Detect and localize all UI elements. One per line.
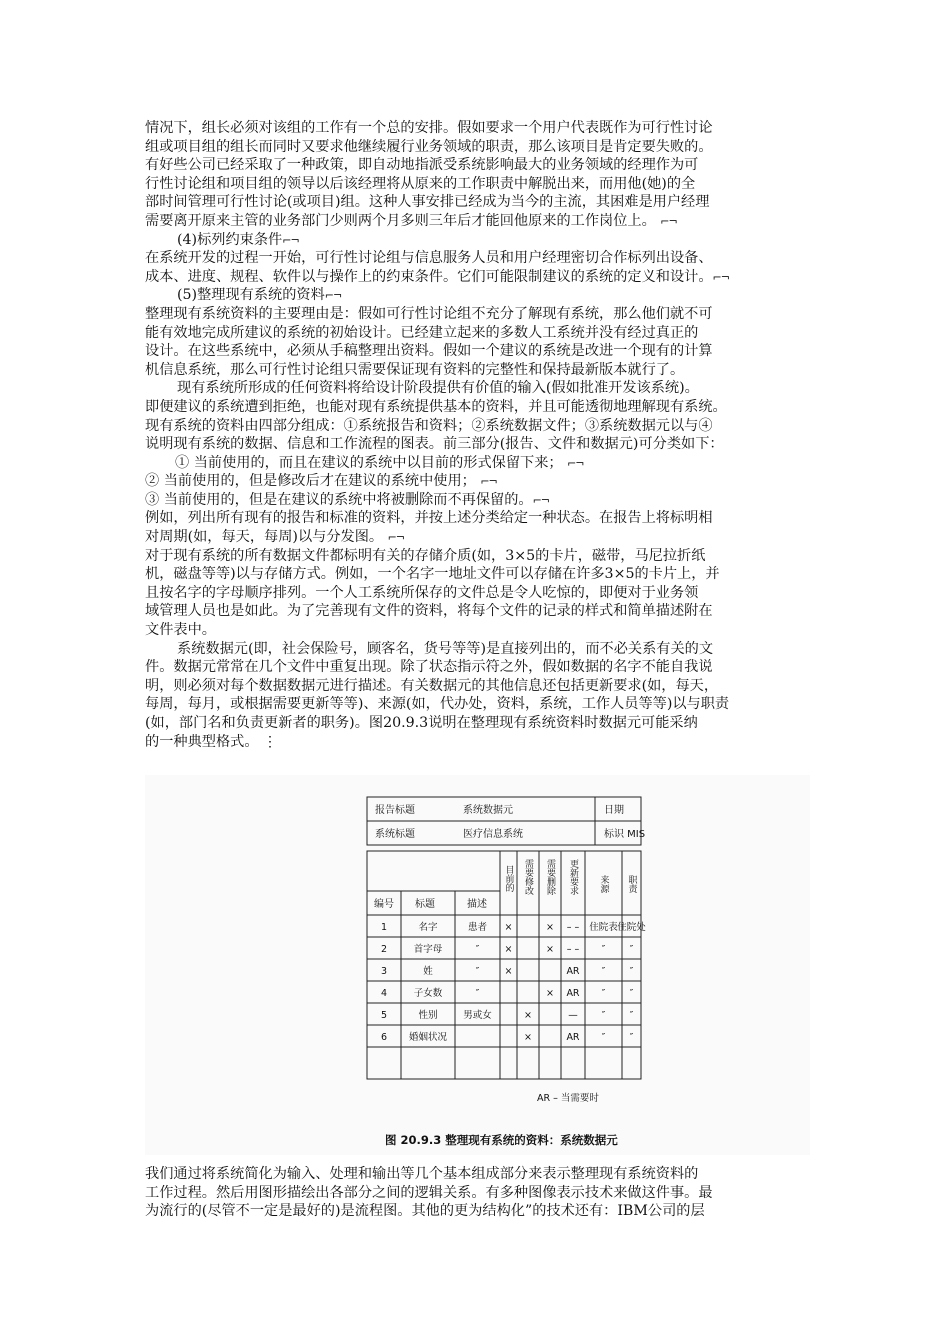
body-text-bottom: [145, 1165, 810, 1221]
text-line: (如，部门名和负责更新者的职务)。图20.9.3说明在整理现有系统资料时数据元可能采纳: [145, 715, 698, 731]
list-item: ② 当前使用的，但是修改后才在建议的系统中使用； ⌐¬: [145, 473, 497, 490]
text-line: 说明现有系统的数据、信息和工作流程的图表。前三部分(报告、文件和数据元)可分类如下：: [145, 436, 724, 453]
table-cell: ×: [504, 922, 513, 933]
table-cell: – –: [566, 922, 580, 933]
table-cell: ″: [629, 988, 634, 999]
table-cell: ×: [504, 966, 513, 977]
table-cell: 婚姻状况: [408, 1032, 448, 1043]
table-cell: 住院处: [617, 922, 646, 933]
table-cell: ″: [601, 988, 606, 999]
table-cell: 男或女: [463, 1010, 492, 1021]
column-header-delete: 需要删除: [545, 859, 555, 895]
text-line: 情况下，组长必须对该组的工作有一个总的安排。假如要求一个用户代表既作为可行性讨论: [145, 120, 713, 136]
table-cell: 4: [380, 988, 388, 999]
date-label: 日期: [604, 805, 624, 816]
table-cell: 住院表: [589, 922, 618, 933]
text-line: 即便建议的系统遭到拒绝，也能对现有系统提供基本的资料，并且可能透彻地理解现有系统。: [145, 398, 727, 415]
column-header-responsibility: 职责: [626, 875, 637, 893]
text-line: 例如，列出所有现有的报告和标准的资料，并按上述分类给定一种状态。在报告上将标明相: [145, 510, 713, 527]
text-line: 系统数据元(即，社会保险号，顾客名，货号等等)是直接列出的，而不必关系有关的文: [177, 640, 714, 657]
data-element-form-diagram: [145, 775, 810, 1155]
text-line: 我们通过将系统简化为输入、处理和输出等几个基本组成部分来表示整理现有系统资料的: [145, 1166, 699, 1182]
table-cell: 患者: [467, 922, 488, 933]
table-cell: ″: [475, 988, 480, 999]
text-line: 在系统开发的过程一开始，可行性讨论组与信息服务人员和用户经理密切合作标列出设备、: [145, 250, 713, 267]
figure-caption: 图 20.9.3 整理现有系统的资料：系统数据元: [385, 1133, 618, 1147]
report-title-value: 系统数据元: [463, 805, 513, 816]
table-cell: ×: [546, 944, 554, 955]
line-break-mark: ⌐¬: [324, 289, 342, 303]
body-text-top: [145, 119, 810, 751]
table-cell: ″: [601, 966, 606, 977]
column-header-source: 来源: [598, 875, 609, 893]
text-line: 且按名字的字母顺序排列。一个人工系统所保存的文件总是令人吃惊的，即便对于业务领: [145, 584, 699, 601]
table-cell: AR: [566, 1032, 580, 1043]
text-line: 域管理人员也是如此。为了完善现有文件的资料，将每个文件的记录的样式和简单描述附在: [145, 603, 713, 620]
table-cell: ″: [601, 1032, 606, 1043]
text-line: 设计。在这些系统中，必须从手稿整理出资料。假如一个建议的系统是改进一个现有的计算: [145, 343, 713, 360]
table-cell: ″: [475, 966, 480, 977]
table-cell: 姓: [423, 966, 433, 977]
table-cell: AR: [566, 988, 580, 999]
figure-data-element-form: [145, 775, 810, 1155]
text-line: 工作过程。然后用图形描绘出各部分之间的逻辑关系。有多种图像表示技术来做这件事。最: [145, 1184, 713, 1201]
text-line: 现有系统所形成的任何资料将给设计阶段提供有价值的输入(假如批准开发该系统)。: [177, 380, 699, 397]
text-line: 为流行的(尽管不一定是最好的)是流程图。其他的更为结构化”的技术还有：IBM公司的层: [145, 1203, 705, 1220]
table-cell: 6: [380, 1032, 388, 1043]
text-line: 行性讨论组和项目组的领导以后该经理将从原来的工作职责中解脱出来，而用他(她)的全: [145, 175, 696, 192]
table-cell: 5: [380, 1010, 388, 1021]
table-cell: 3: [380, 966, 388, 977]
system-title-value: 医疗信息系统: [463, 829, 523, 840]
table-cell: 子女数: [413, 988, 443, 999]
table-cell: —: [568, 1010, 578, 1021]
text-line: 整理现有系统资料的主要理由是：假如可行性讨论组不充分了解现有系统，那么他们就不可: [145, 305, 713, 322]
text-line: 机信息系统，那么可行性讨论组只需要保证现有资料的完整性和保持最新版本就行了。: [145, 361, 685, 378]
text-line: 有好些公司已经采取了一种政策，即自动地指派受系统影响最大的业务领域的经理作为可: [145, 157, 699, 174]
text-line: 能有效地完成所建议的系统的初始设计。已经建立起来的多数人工系统并没有经过真正的: [145, 324, 699, 341]
report-title-label: 报告标题: [375, 805, 415, 816]
table-cell: 1: [380, 922, 388, 933]
text-line: 每周，每月，或根据需要更新等等)、来源(如，代办处，资料，系统，工作人员等等)以与职责: [145, 696, 730, 713]
table-cell: ″: [629, 944, 634, 955]
text-line: 的一种典型格式。 ⋮: [145, 733, 278, 750]
table-cell: ″: [629, 966, 634, 977]
text-line: 机，磁盘等等)以与存储方式。例如，一个名字一地址文件可以存储在许多3×5的卡片上，并: [145, 566, 720, 583]
column-header-number: 编号: [374, 899, 394, 910]
table-cell: ″: [601, 944, 606, 955]
line-break-mark: ⌐¬: [282, 233, 299, 247]
text-line: 对于现有系统的所有数据文件都标明有关的存储介质(如，3×5的卡片，磁带，马尼拉折纸: [145, 547, 706, 564]
table-cell: 2: [380, 944, 388, 955]
column-header-update: 更新要求: [568, 859, 578, 895]
table-cell: ″: [629, 1032, 634, 1043]
line-break-mark: ⌐¬: [660, 214, 677, 228]
id-label: 标识 MIS: [604, 829, 646, 840]
text-line: 成本、进度、规程、软件以与操作上的约束条件。它们可能限制建议的系统的定义和设计。⌐¬: [145, 268, 729, 285]
table-cell: ×: [546, 922, 554, 933]
text-line: 明，则必须对每个数据数据元进行描述。有关数据元的其他信息还包括更新要求(如，每天，: [145, 677, 719, 694]
text-line: 组或项目组的组长而同时又要求他继续履行业务领域的职责，那么该项目是肯定要失败的。: [145, 138, 713, 155]
line-break-mark: ⌐¬: [480, 475, 497, 489]
section-heading: (5)整理现有系统的资料⌐¬: [177, 287, 342, 304]
table-cell: 性别: [418, 1010, 438, 1021]
text-line: 文件表中。: [145, 622, 216, 639]
table-cell: 首字母: [413, 944, 443, 955]
table-cell: ″: [629, 1010, 634, 1021]
column-header-description: 描述: [467, 899, 487, 910]
table-cell: AR: [566, 966, 580, 977]
text-line: 需要离开原来主管的业务部门少则两个月多则三年后才能回他原来的工作岗位上。 ⌐¬: [145, 212, 677, 229]
text-line: 部时间管理可行性讨论(或项目)组。这种人事安排已经成为当今的主流，其困难是用户经理: [145, 194, 710, 211]
list-item: ③ 当前使用的，但是在建议的系统中将被删除而不再保留的。⌐¬: [145, 491, 550, 508]
text-line: 件。数据元常常在几个文件中重复出现。除了状态指示符之外，假如数据的名字不能自我说: [145, 659, 713, 676]
line-break-mark: ⌐¬: [567, 456, 584, 470]
table-cell: 名字: [418, 922, 438, 933]
list-item: ① 当前使用的，而且在建议的系统中以目前的形式保留下来； ⌐¬: [175, 454, 584, 471]
line-break-mark: ⌐¬: [532, 493, 550, 507]
line-break-mark: ⌐¬: [387, 531, 405, 545]
section-heading: (4)标列约束条件⌐¬: [177, 231, 299, 248]
table-cell: – –: [566, 944, 580, 955]
system-title-label: 系统标题: [375, 829, 415, 840]
table-cell: ×: [546, 988, 554, 999]
text-line: 对周期(如，每天，每周)以与分发图。 ⌐¬: [145, 529, 405, 546]
table-cell: ×: [524, 1032, 532, 1043]
table-cell: ×: [504, 944, 513, 955]
table-cell: ″: [475, 944, 480, 955]
line-break-mark: ⌐¬: [712, 270, 729, 284]
table-footnote: AR – 当需要时: [537, 1093, 599, 1104]
column-header-current: 目前的: [503, 865, 514, 892]
column-header-modify: 需要修改: [523, 859, 533, 895]
column-header-title: 标题: [415, 899, 435, 910]
text-line: 现有系统的资料由四部分组成：①系统报告和资料；②系统数据文件；③系统数据元以与④: [145, 417, 713, 434]
table-cell: ″: [601, 1010, 606, 1021]
table-cell: ×: [524, 1010, 532, 1021]
